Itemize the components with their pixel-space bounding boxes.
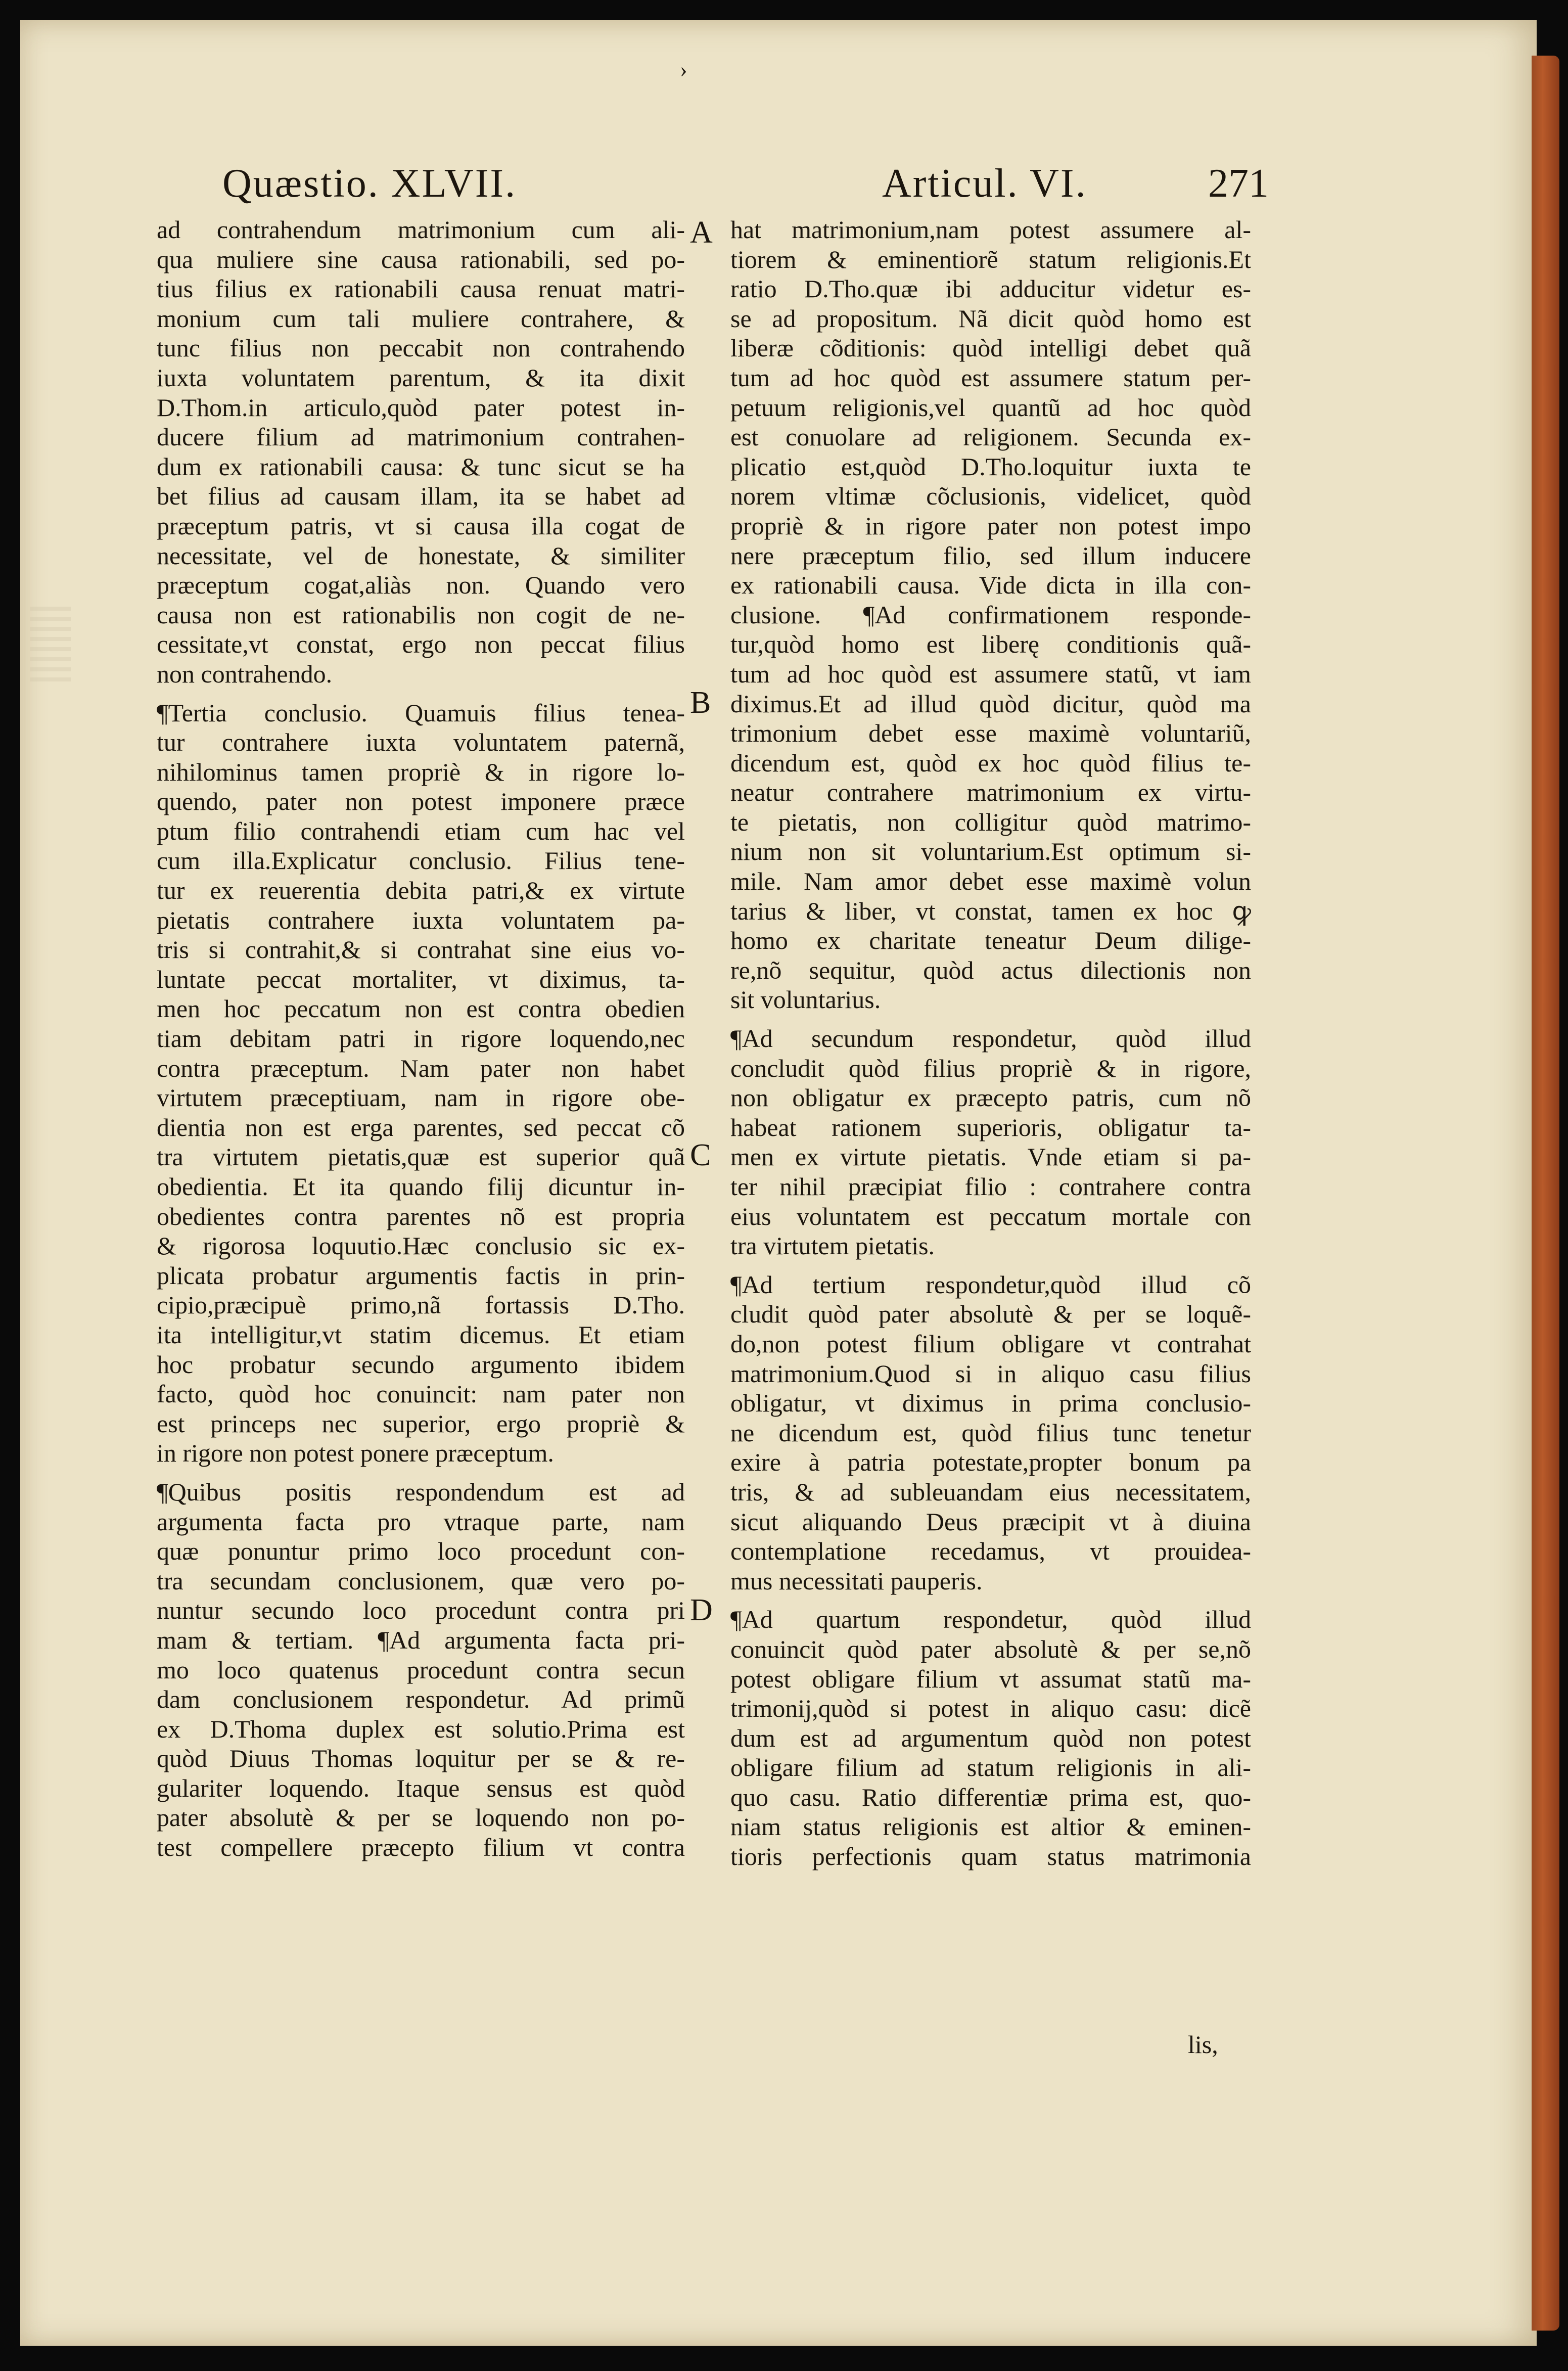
text-line: necessitate, vel de honestate, & similiter: [157, 541, 685, 570]
running-head-right: Articul. VI.: [882, 161, 1087, 206]
text-line: qua muliere sine causa rationabili, sed po-: [157, 245, 685, 273]
text-line: trimonium debet esse maximè voluntariũ,: [730, 719, 1251, 748]
text-line: bet filius ad causam illam, ita se habet ad: [157, 482, 685, 511]
text-line: tum ad hoc quòd est assumere statum per-: [730, 363, 1251, 392]
text-line: cludit quòd pater absolutè & per se loquẽ-: [730, 1300, 1251, 1329]
text-line: ¶Tertia conclusio. Quamuis filius tenea-: [157, 698, 685, 727]
text-line: ratio D.Tho.quæ ibi adducitur videtur es-: [730, 275, 1251, 303]
text-line: petuum religionis,vel quantũ ad hoc quòd: [730, 393, 1251, 422]
text-line: gulariter loquendo. Itaque sensus est quòd: [157, 1773, 685, 1802]
text-line: quæ ponuntur primo loco procedunt con-: [157, 1537, 685, 1566]
text-line: hoc probatur secundo argumento ibidem: [157, 1350, 685, 1379]
text-line: men hoc peccatum non est contra obedien: [157, 994, 685, 1023]
text-line: quòd Diuus Thomas loquitur per se & re-: [157, 1744, 685, 1773]
text-line: quendo, pater non potest imponere præce: [157, 787, 685, 816]
text-line: hat matrimonium,nam potest assumere al-: [730, 215, 1251, 244]
text-line: re,nõ sequitur, quòd actus dilectionis non: [730, 955, 1251, 984]
text-line: sicut aliquando Deus præcipit vt à diuina: [730, 1507, 1251, 1536]
text-line: tra virtutem pietatis,quæ est superior quã: [157, 1143, 685, 1171]
text-line: clusione. ¶Ad confirmationem responde-: [730, 600, 1251, 629]
text-line: tra virtutem pietatis.: [730, 1232, 935, 1260]
text-line: dicendum est, quòd ex hoc quòd filius te-: [730, 748, 1251, 777]
text-line: causa non est rationabilis non cogit de ne-: [157, 600, 685, 629]
text-line: virtutem præceptiuam, nam in rigore obe-: [157, 1083, 685, 1112]
text-line: potest obligare filium vt assumat statũ ma-: [730, 1664, 1251, 1693]
show-through-marks: [30, 607, 71, 688]
text-line: ex rationabili causa. Vide dicta in illa con-: [730, 571, 1251, 600]
text-line: non obligatur ex præcepto patris, cum nõ: [730, 1083, 1251, 1112]
text-line: contra præceptum. Nam pater non habet: [157, 1054, 685, 1082]
text-line: ad contrahendum matrimonium cum ali-: [157, 215, 685, 244]
text-line: test compellere præcepto filium vt contra: [157, 1833, 685, 1862]
text-line: sit voluntarius.: [730, 985, 881, 1014]
text-line: tris si contrahit,& si contrahat sine eius vo-: [157, 935, 685, 964]
text-line: pater absolutè & per se loquendo non po-: [157, 1803, 685, 1832]
margin-marker-a: A: [690, 215, 713, 250]
text-line: propriè & in rigore pater non potest impo: [730, 511, 1251, 540]
text-line: niam status religionis est altior & eminen-: [730, 1812, 1251, 1841]
text-line: luntate peccat mortaliter, vt diximus, ta-: [157, 965, 685, 993]
text-line: dum ex rationabili causa: & tunc sicut se ha: [157, 452, 685, 481]
text-line: mile. Nam amor debet esse maximè volun: [730, 867, 1251, 896]
text-line: argumenta facta pro vtraque parte, nam: [157, 1507, 685, 1536]
text-line: concludit quòd filius propriè & in rigore,: [730, 1054, 1251, 1082]
text-line: tius filius ex rationabili causa renuat matri-: [157, 275, 685, 303]
text-line: & rigorosa loquutio.Hæc conclusio sic ex-: [157, 1232, 685, 1260]
running-head-left: Quæstio. XLVII.: [222, 161, 517, 206]
top-mark: ›: [680, 57, 687, 82]
text-line: homo ex charitate teneatur Deum dilige-: [730, 926, 1251, 955]
page-edge-gilt: [1532, 56, 1559, 2331]
text-line: iuxta voluntatem parentum, & ita dixit: [157, 363, 685, 392]
text-line: pietatis contrahere iuxta voluntatem pa-: [157, 905, 685, 934]
text-line: tur,quòd homo est liberę conditionis quã-: [730, 630, 1251, 659]
text-line: tum ad hoc quòd est assumere statũ, vt iam: [730, 659, 1251, 688]
text-line: præceptum patris, vt si causa illa cogat de: [157, 511, 685, 540]
left-text-column: [157, 215, 685, 1862]
text-line: ptum filio contrahendi etiam cum hac vel: [157, 816, 685, 845]
text-line: quo casu. Ratio differentiæ prima est, quo-: [730, 1783, 1251, 1811]
text-line: cessitate,vt constat, ergo non peccat filius: [157, 630, 685, 659]
text-line: tarius & liber, vt constat, tamen ex hoc ꝙ: [730, 896, 1251, 925]
text-line: conuincit quòd pater absolutè & per se,nõ: [730, 1634, 1251, 1663]
text-line: facto, quòd hoc conuincit: nam pater non: [157, 1380, 685, 1408]
text-line: tur ex reuerentia debita patri,& ex virtute: [157, 876, 685, 905]
catchword: lis,: [1188, 2030, 1218, 2059]
text-line: matrimonium.Quod si in aliquo casu filius: [730, 1359, 1251, 1388]
text-line: tra secundam conclusionem, quæ vero po-: [157, 1566, 685, 1595]
text-line: men ex virtute pietatis. Vnde etiam si pa-: [730, 1143, 1251, 1171]
text-line: nere præceptum filio, sed illum inducere: [730, 541, 1251, 570]
text-line: tur contrahere iuxta voluntatem paternã,: [157, 728, 685, 757]
text-line: plicata probatur argumentis factis in prin-: [157, 1261, 685, 1290]
text-line: cipio,præcipuè primo,nã fortassis D.Tho.: [157, 1291, 685, 1319]
text-line: mo loco quatenus procedunt contra secun: [157, 1655, 685, 1684]
text-line: mam & tertiam. ¶Ad argumenta facta pri-: [157, 1625, 685, 1654]
text-line: est conuolare ad religionem. Secunda ex-: [730, 423, 1251, 451]
text-line: monium cum tali muliere contrahere, &: [157, 304, 685, 333]
text-line: dam conclusionem respondetur. Ad primũ: [157, 1685, 685, 1714]
text-line: obedientia. Et ita quando filij dicuntur in-: [157, 1172, 685, 1201]
text-line: ¶Ad tertium respondetur,quòd illud cõ: [730, 1270, 1251, 1299]
text-line: nuntur secundo loco procedunt contra pri: [157, 1596, 685, 1625]
text-line: nium non sit voluntarium.Est optimum si-: [730, 837, 1251, 866]
text-line: plicatio est,quòd D.Tho.loquitur iuxta te: [730, 452, 1251, 481]
text-line: habeat rationem superioris, obligatur ta-: [730, 1113, 1251, 1142]
text-line: norem vltimæ cõclusionis, videlicet, quòd: [730, 482, 1251, 511]
margin-marker-c: C: [690, 1138, 711, 1172]
text-line: ter nihil præcipiat filio : contrahere contra: [730, 1172, 1251, 1201]
text-line: tris, & ad subleuandam eius necessitatem,: [730, 1477, 1251, 1506]
text-line: exire à patria potestate,propter bonum pa: [730, 1448, 1251, 1477]
text-line: præceptum cogat,aliàs non. Quando vero: [157, 571, 685, 600]
text-line: ¶Ad secundum respondetur, quòd illud: [730, 1024, 1251, 1053]
text-line: liberæ cõditionis: quòd intelligi debet quã: [730, 334, 1251, 362]
text-line: ¶Ad quartum respondetur, quòd illud: [730, 1605, 1251, 1634]
text-line: eius voluntatem est peccatum mortale con: [730, 1202, 1251, 1230]
text-line: trimonij,quòd si potest in aliquo casu: dicẽ: [730, 1694, 1251, 1723]
text-line: se ad propositum. Nã dicit quòd homo est: [730, 304, 1251, 333]
text-line: tunc filius non peccabit non contrahendo: [157, 334, 685, 362]
text-line: neatur contrahere matrimonium ex virtu-: [730, 778, 1251, 807]
text-line: do,non potest filium obligare vt contrahat: [730, 1329, 1251, 1358]
text-line: in rigore non potest ponere præceptum.: [157, 1439, 554, 1468]
text-line: D.Thom.in articulo,quòd pater potest in-: [157, 393, 685, 422]
text-line: ne dicendum est, quòd filius tunc tenetur: [730, 1418, 1251, 1447]
right-text-column: [730, 215, 1251, 1872]
text-line: tiorem & eminentiorẽ statum religionis.Et: [730, 245, 1251, 273]
text-line: contemplatione recedamus, vt prouidea-: [730, 1537, 1251, 1566]
text-line: tiam debitam patri in rigore loquendo,nec: [157, 1024, 685, 1053]
margin-marker-b: B: [690, 686, 711, 720]
text-line: mus necessitati pauperis.: [730, 1566, 983, 1595]
text-line: dum est ad argumentum quòd non potest: [730, 1723, 1251, 1752]
text-line: non contrahendo.: [157, 659, 333, 688]
text-line: ducere filium ad matrimonium contrahen-: [157, 423, 685, 451]
text-line: est princeps nec superior, ergo propriè &: [157, 1409, 685, 1438]
text-line: dientia non est erga parentes, sed peccat cõ: [157, 1113, 685, 1142]
text-line: ex D.Thoma duplex est solutio.Prima est: [157, 1714, 685, 1743]
text-line: te pietatis, non colligitur quòd matrimo-: [730, 807, 1251, 836]
text-line: nihilominus tamen propriè & in rigore lo-: [157, 757, 685, 786]
text-line: ita intelligitur,vt statim dicemus. Et etiam: [157, 1320, 685, 1349]
text-line: obedientes contra parentes nõ est propria: [157, 1202, 685, 1230]
text-line: ¶Quibus positis respondendum est ad: [157, 1477, 685, 1506]
text-line: cum illa.Explicatur conclusio. Filius tene-: [157, 846, 685, 875]
text-line: obligatur, vt diximus in prima conclusio-: [730, 1389, 1251, 1418]
text-line: obligare filium ad statum religionis in ali-: [730, 1753, 1251, 1782]
folio-number: 271: [1208, 161, 1269, 206]
text-line: diximus.Et ad illud quòd dicitur, quòd ma: [730, 689, 1251, 718]
text-line: tioris perfectionis quam status matrimonia: [730, 1842, 1251, 1871]
margin-marker-d: D: [690, 1593, 713, 1627]
